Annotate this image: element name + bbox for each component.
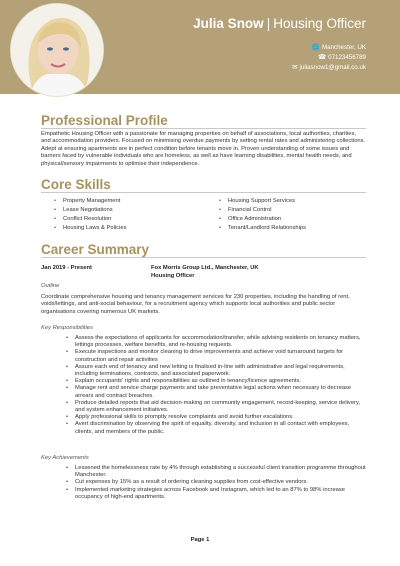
name-separator: | — [266, 16, 271, 31]
section-title-skills: Core Skills — [41, 177, 111, 192]
skill-item: • Housing Laws & Policies — [54, 224, 126, 233]
list-item: • Cut expenses by 15% as a result of ordering cleaning supplies from cost-effective vendors. — [41, 479, 367, 486]
skill-item: • Housing Support Services — [219, 197, 306, 206]
section-divider — [41, 192, 366, 193]
phone-text[interactable]: 07123456789 — [328, 53, 366, 61]
list-item: • Avert discrimination by observing the spirit of equality, diversity, and inclusion in all contact with employees, clients, and members of the public. — [41, 421, 367, 435]
list-item: • Assess the expectations of applicants for accommodation/transfer, while advising residents on tenancy matters, lettings processes, welfare benefits, and re-housing requests. — [41, 335, 367, 349]
skill-item: • Conflict Resolution — [54, 215, 126, 224]
list-item: • Manage rent and service charge payments and take preventative legal actions when necessary to decrease arrears and contract breaches. — [41, 385, 367, 399]
skills-list-right — [219, 197, 306, 233]
globe-icon: 🌐 — [311, 44, 320, 51]
skill-item: • Financial Control — [219, 206, 306, 215]
job-title: Housing Officer — [151, 273, 195, 279]
skills-list-left — [54, 197, 126, 233]
skill-item: • Lease Negotiations — [54, 206, 126, 215]
achievements-label: Key Achievements — [41, 455, 89, 461]
skill-item: • Property Management — [54, 197, 126, 206]
outline-label: Outline — [41, 283, 60, 289]
section-divider — [41, 257, 366, 258]
job-outline: Coordinate comprehensive housing and tenancy management services for 230 properties, including the handling of rent, voids/lettings, and anti-social behaviour, for a recruitment agency which supports local authorities and public sector organisations covering numerous UK markets. — [41, 294, 350, 315]
location-text: Manchester, UK — [321, 43, 366, 51]
contact-location — [312, 43, 366, 51]
list-item: • Explain occupants' rights and responsibilities as outlined in tenancy/licence agreements. — [41, 378, 367, 385]
page-number: Page 1 — [190, 537, 210, 543]
profile-photo — [11, 4, 103, 96]
list-item: • Implemented marketing strategies across Facebook and Instagram, which led to an 87% to 98% increase occupancy of high-end apartments. — [41, 487, 367, 501]
section-title-profile: Professional Profile — [41, 113, 168, 128]
list-item: • Produce detailed reports that aid decision-making on community engagement, record-keeping, service delivery, and system enhancement initiatives. — [41, 400, 367, 414]
list-item: • Apply professional skills to promptly resolve complaints and avoid further escalations. — [41, 414, 367, 421]
candidate-role: Housing Officer — [273, 16, 366, 31]
envelope-icon: ✉ — [292, 64, 298, 71]
contact-phone[interactable] — [318, 53, 366, 61]
section-title-career: Career Summary — [41, 242, 150, 257]
name-title-line — [193, 16, 366, 31]
skill-item: • Office Administration — [219, 215, 306, 224]
list-item: • Execute inspections and monitor cleaning to drive improvements and achieve void turnaround targets for construction and repair activities — [41, 349, 367, 363]
list-item: • Assure each end of tenancy and new letting is finalised in-line with administrative and legal requirements, including terminations, contracts, and associated paperwork. — [41, 364, 367, 378]
section-divider — [41, 128, 366, 129]
responsibilities-label: Key Responsibilities — [41, 325, 93, 331]
job-company: Fox Morris Group Ltd., Manchester, UK — [151, 265, 259, 271]
job-date: Jan 2019 - Present — [41, 265, 92, 271]
profile-summary: Empathetic Housing Officer with a passionate for managing properties on behalf of associations, local authorities, charities, and accommodation providers. Focused on minimising overdue payments by setting rental rates and administering collections. Adept at ensuring apartments are in perfect condition before tenants move in. Proven understanding of some issues and barriers faced by vulnerable individuals who are homeless, as well as have learning disabilities, mental health needs, and physical/sensory impairments to optimise their independence. — [41, 131, 366, 167]
phone-icon: ☎ — [318, 54, 327, 61]
candidate-name: Julia Snow — [193, 16, 264, 31]
email-link[interactable]: juliasnow1@gmail.co.uk — [299, 63, 366, 71]
responsibilities-list — [41, 335, 367, 436]
contact-email[interactable] — [292, 63, 366, 71]
achievements-list — [41, 465, 367, 501]
skill-item: • Tenant/Landlord Relationships — [219, 224, 306, 233]
list-item: • Lessened the homelessness rate by 4% through establishing a successful client transition programme throughout Manchester. — [41, 465, 367, 479]
